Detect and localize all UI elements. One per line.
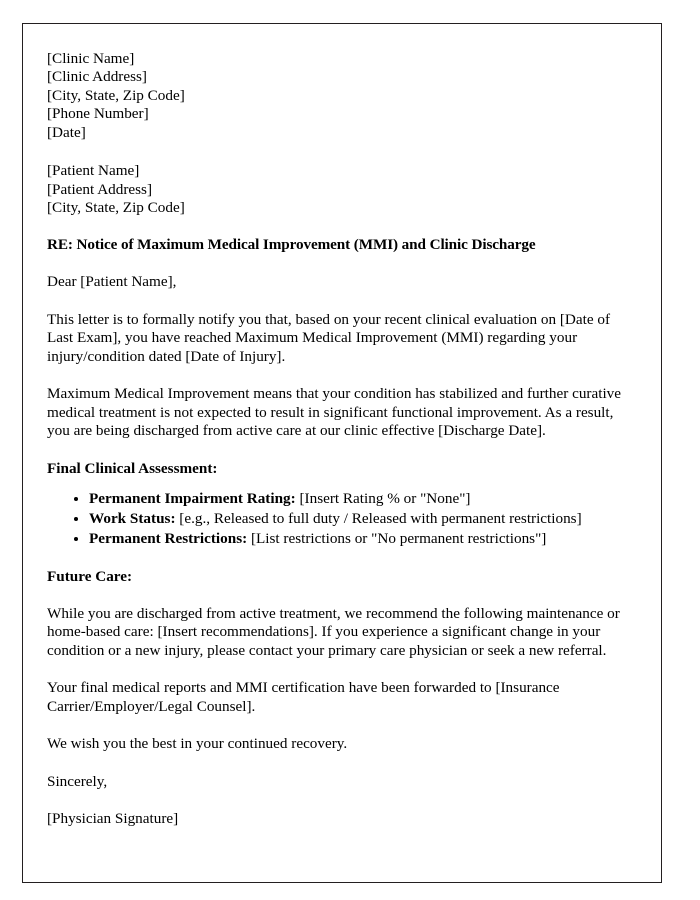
paragraph-records-forwarded: Your final medical reports and MMI certification have been forwarded to [Insurance Carrier/Employer/Legal Counsel]. — [47, 679, 560, 715]
heading-future-care: Future Care: — [47, 567, 133, 585]
subject-line: RE: Notice of Maximum Medical Improvement (MMI) and Clinic Discharge — [47, 235, 536, 253]
assessment-value-permanent-restrictions: [List restrictions or "No permanent restrictions"] — [247, 529, 547, 547]
signature-placeholder: [Physician Signature] — [47, 810, 179, 828]
letter-body — [47, 50, 625, 829]
list-item — [89, 530, 625, 549]
list-item — [89, 490, 625, 509]
sender-phone-number: [Phone Number] — [47, 105, 149, 123]
heading-final-clinical-assessment: Final Clinical Assessment: — [47, 459, 218, 477]
recipient-patient-address: [Patient Address] — [47, 180, 153, 198]
letter-page — [22, 23, 662, 883]
letter-date: [Date] — [47, 123, 86, 141]
assessment-label-work-status: Work Status: — [89, 509, 176, 527]
sender-clinic-name: [Clinic Name] — [47, 50, 135, 67]
closing-salutation: Sincerely, — [47, 772, 108, 790]
recipient-patient-name: [Patient Name] — [47, 162, 140, 180]
list-item — [89, 510, 625, 529]
final-clinical-assessment-list — [47, 490, 625, 549]
address-spacer — [47, 148, 625, 162]
sender-clinic-address: [Clinic Address] — [47, 68, 147, 86]
paragraph-well-wishes: We wish you the best in your continued recovery. — [47, 735, 348, 753]
sender-address-block — [47, 50, 625, 142]
assessment-label-permanent-restrictions: Permanent Restrictions: — [89, 529, 248, 547]
salutation: Dear [Patient Name], — [47, 273, 177, 291]
paragraph-mmi-definition: Maximum Medical Improvement means that your condition has stabilized and further curative medical treatment is not expected to result in significant functional improvement. As a result, you are being discharged from active care at our clinic effective [Discharge Date]. — [47, 385, 622, 440]
sender-city-state-zip: [City, State, Zip Code] — [47, 86, 185, 104]
recipient-address-block — [47, 162, 625, 217]
paragraph-future-care: While you are discharged from active treatment, we recommend the following maintenance or home-based care: [Insert recommendations]. If you experience a significant change in your condition or a new injury, please contact your primary care physician or seek a new referral. — [47, 604, 620, 659]
recipient-city-state-zip: [City, State, Zip Code] — [47, 199, 185, 217]
assessment-value-work-status: [e.g., Released to full duty / Released with permanent restrictions] — [175, 509, 582, 527]
assessment-label-impairment-rating: Permanent Impairment Rating: — [89, 489, 296, 507]
paragraph-mmi-notification: This letter is to formally notify you that, based on your recent clinical evaluation on [Date of Last Exam], you have reached Maximum Medical Improvement (MMI) regarding your injury/condition dated [Date of Injury]. — [47, 310, 611, 365]
assessment-value-impairment-rating: [Insert Rating % or "None"] — [295, 489, 471, 507]
